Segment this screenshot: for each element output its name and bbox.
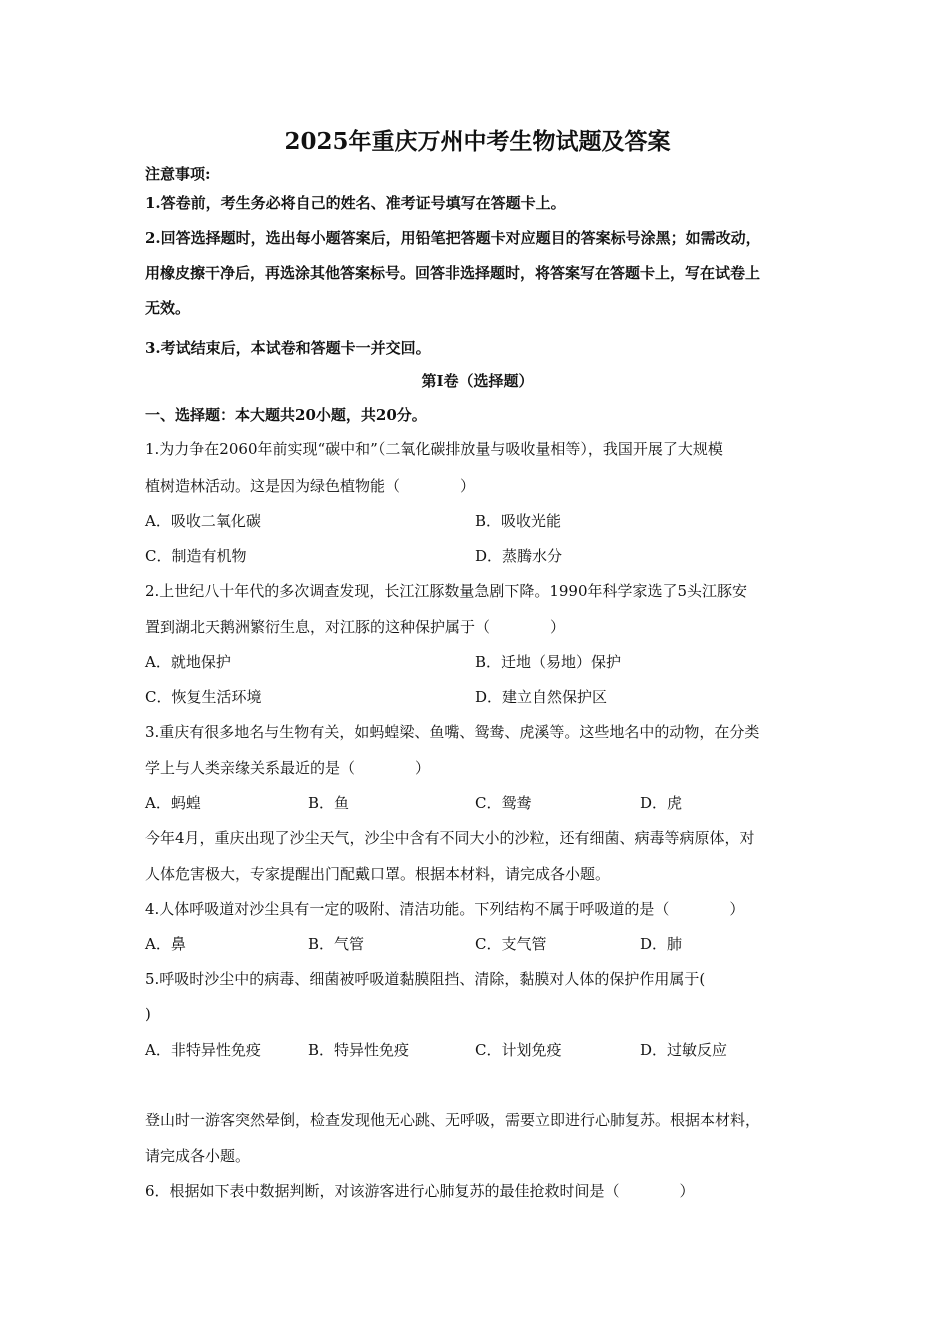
question-1-line-1: 1.为力争在2060年前实现“碳中和”（二氧化碳排放量与吸收量相等），我国开展了大规模 bbox=[145, 440, 723, 458]
question-1-option-b: B．吸收光能 bbox=[475, 512, 562, 530]
question-2-option-d: D．建立自然保护区 bbox=[475, 688, 608, 706]
question-4-option-a: A．鼻 bbox=[145, 935, 186, 953]
question-3-line-1: 3.重庆有很多地名与生物有关，如蚂蝗梁、鱼嘴、鸳鸯、虎溪等。这些地名中的动物，在分类 bbox=[145, 723, 760, 741]
question-1-option-a: A．吸收二氧化碳 bbox=[145, 512, 261, 530]
notes-item-3: 3.考试结束后，本试卷和答题卡一并交回。 bbox=[145, 339, 431, 357]
question-4-option-b: B．气管 bbox=[308, 935, 365, 953]
question-3-option-d: D．虎 bbox=[640, 794, 683, 812]
material-2-line-2: 请完成各小题。 bbox=[145, 1147, 251, 1165]
material-1-line-2: 人体危害极大，专家提醒出门配戴口罩。根据本材料，请完成各小题。 bbox=[145, 865, 611, 883]
question-3-option-b: B．鱼 bbox=[308, 794, 350, 812]
question-4-option-c: C．支气管 bbox=[475, 935, 547, 953]
question-5-option-c: C．计划免疫 bbox=[475, 1041, 562, 1059]
section-heading: 一、选择题：本大题共20小题，共20分。 bbox=[145, 406, 427, 424]
question-2-option-a: A．就地保护 bbox=[145, 653, 231, 671]
question-3-option-c: C．鸳鸯 bbox=[475, 794, 532, 812]
question-4-option-d: D．肺 bbox=[640, 935, 683, 953]
material-1-line-1: 今年4月，重庆出现了沙尘天气，沙尘中含有不同大小的沙粒，还有细菌、病毒等病原体，对 bbox=[145, 829, 755, 847]
question-2-line-2: 置到湖北天鹅洲繁衍生息，对江豚的这种保护属于（ ） bbox=[145, 618, 566, 636]
question-5-option-d: D．过敏反应 bbox=[640, 1041, 728, 1059]
material-2-line-1: 登山时一游客突然晕倒，检查发现他无心跳、无呼吸，需要立即进行心肺复苏。根据本材料， bbox=[145, 1111, 761, 1129]
question-5-line-1: 5.呼吸时沙尘中的病毒、细菌被呼吸道黏膜阻挡、清除，黏膜对人体的保护作用属于( bbox=[145, 970, 706, 988]
question-1-line-2: 植树造林活动。这是因为绿色植物能（ ） bbox=[145, 477, 476, 495]
notes-item-1: 1.答卷前，考生务必将自己的姓名、准考证号填写在答题卡上。 bbox=[145, 194, 566, 212]
question-3-option-a: A．蚂蝗 bbox=[145, 794, 201, 812]
question-2-line-1: 2.上世纪八十年代的多次调查发现，长江江豚数量急剧下降。1990年科学家选了5头江豚安 bbox=[145, 582, 748, 600]
question-4-line-1: 4.人体呼吸道对沙尘具有一定的吸附、清洁功能。下列结构不属于呼吸道的是（ ） bbox=[145, 900, 745, 918]
question-5-line-2: ) bbox=[145, 1005, 151, 1023]
exam-title: 2025年重庆万州中考生物试题及答案 bbox=[284, 128, 671, 155]
notes-item-2-line-3: 无效。 bbox=[145, 299, 191, 317]
question-1-option-d: D．蒸腾水分 bbox=[475, 547, 563, 565]
notes-heading: 注意事项: bbox=[145, 165, 211, 183]
notes-item-2-line-1: 2.回答选择题时，选出每小题答案后，用铅笔把答题卡对应题目的答案标号涂黑；如需改动， bbox=[145, 229, 761, 247]
exam-page bbox=[145, 0, 810, 1344]
section-title: 第Ⅰ卷（选择题） bbox=[421, 372, 534, 390]
question-6-line-1: 6．根据如下表中数据判断，对该游客进行心肺复苏的最佳抢救时间是（ ） bbox=[145, 1182, 695, 1200]
question-2-option-c: C．恢复生活环境 bbox=[145, 688, 262, 706]
question-2-option-b: B．迁地（易地）保护 bbox=[475, 653, 622, 671]
question-3-line-2: 学上与人类亲缘关系最近的是（ ） bbox=[145, 759, 431, 777]
question-1-option-c: C．制造有机物 bbox=[145, 547, 247, 565]
question-5-option-b: B．特异性免疫 bbox=[308, 1041, 410, 1059]
question-5-option-a: A．非特异性免疫 bbox=[145, 1041, 261, 1059]
notes-item-2-line-2: 用橡皮擦干净后，再选涂其他答案标号。回答非选择题时，将答案写在答题卡上，写在试卷上 bbox=[145, 264, 761, 282]
